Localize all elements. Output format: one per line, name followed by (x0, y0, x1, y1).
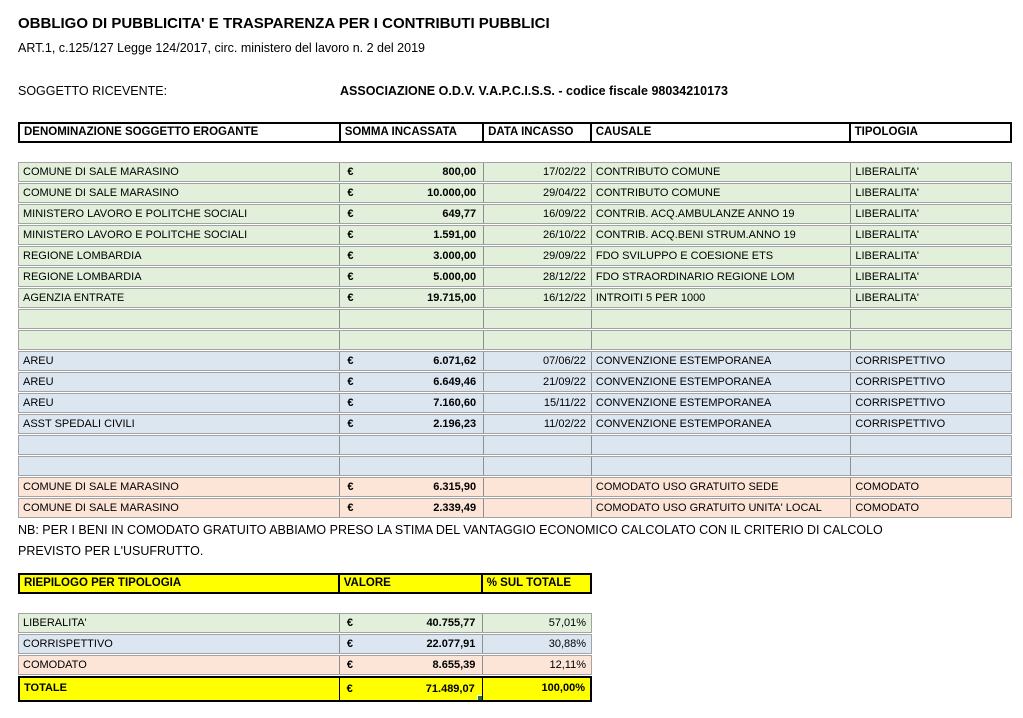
euro-symbol: € (347, 229, 354, 241)
euro-symbol: € (347, 166, 354, 178)
cell-erogante[interactable]: AREU (19, 352, 340, 370)
table-row (18, 246, 1012, 266)
cell-somma[interactable] (340, 268, 484, 286)
cell-tipologia[interactable]: CORRISPETTIVO (855, 355, 946, 367)
cell-empty[interactable] (340, 331, 484, 349)
cell-data-incasso[interactable] (484, 478, 592, 496)
cell-somma[interactable] (340, 226, 484, 244)
cell-erogante[interactable]: AREU (19, 373, 340, 391)
cell-erogante[interactable]: COMUNE DI SALE MARASINO (19, 184, 340, 202)
cell-tipologia[interactable]: LIBERALITA' (19, 614, 340, 632)
euro-symbol: € (347, 376, 354, 388)
amount: 649,77 (442, 208, 477, 220)
cell-empty[interactable] (19, 457, 340, 475)
table-row (18, 162, 1012, 182)
amount: 6.649,46 (433, 376, 477, 388)
table-row (18, 204, 1012, 224)
table-row (18, 414, 1012, 434)
cell-causale[interactable]: CONTRIBUTO COMUNE (592, 184, 851, 202)
cell-tipologia[interactable]: LIBERALITA' (855, 187, 919, 199)
amount: 1.591,00 (433, 229, 477, 241)
cell-tipologia[interactable]: COMODATO (19, 656, 340, 674)
footnote-line-2: PREVISTO PER L'USUFRUTTO. (18, 544, 204, 558)
cell-tipologia[interactable]: LIBERALITA' (855, 292, 919, 304)
main-table-header (18, 122, 1012, 143)
amount: 6.315,90 (433, 481, 477, 493)
cell-empty[interactable] (484, 436, 592, 454)
amount: 6.071,62 (433, 355, 477, 367)
col-header-valore[interactable]: VALORE (340, 575, 483, 592)
empty-row (18, 435, 1012, 455)
cell-data-incasso[interactable]: 21/09/22 (484, 373, 592, 391)
cell-empty[interactable] (592, 310, 851, 328)
cell-tipologia[interactable]: CORRISPETTIVO (855, 397, 946, 409)
amount: 2.339,49 (433, 502, 477, 514)
amount: 10.000,00 (427, 187, 477, 199)
cell-somma[interactable] (340, 352, 484, 370)
recipient-value: ASSOCIAZIONE O.D.V. V.A.P.C.I.S.S. - codice fiscale 98034210173 (340, 84, 728, 98)
cell-valore[interactable] (340, 614, 484, 632)
cell-somma[interactable] (340, 499, 484, 517)
cell-data-incasso[interactable]: 29/09/22 (484, 247, 592, 265)
cell-empty[interactable] (484, 457, 592, 475)
cell-empty[interactable] (340, 457, 484, 475)
euro-symbol: € (347, 502, 354, 514)
cell-empty[interactable] (484, 331, 592, 349)
summary-table-body (18, 613, 1012, 702)
euro-symbol: € (347, 397, 354, 409)
cell-causale[interactable]: FDO SVILUPPO E COESIONE ETS (592, 247, 851, 265)
cell-data-incasso[interactable]: 26/10/22 (484, 226, 592, 244)
cell-totale-label[interactable]: TOTALE (20, 678, 340, 700)
col-header-denominazione[interactable]: DENOMINAZIONE SOGGETTO EROGANTE (20, 124, 341, 141)
amount: 5.000,00 (433, 271, 477, 283)
summary-row (18, 613, 592, 633)
col-header-tipologia[interactable]: TIPOLOGIA (854, 126, 918, 138)
col-header-riepilogo[interactable]: RIEPILOGO PER TIPOLOGIA (20, 575, 340, 592)
amount: 8.655,39 (432, 659, 476, 671)
cell-empty[interactable] (340, 436, 484, 454)
cell-causale[interactable]: FDO STRAORDINARIO REGIONE LOM (592, 268, 851, 286)
cell-data-incasso[interactable]: 28/12/22 (484, 268, 592, 286)
cell-somma[interactable] (340, 373, 484, 391)
cell-erogante[interactable]: MINISTERO LAVORO E POLITCHE SOCIALI (19, 205, 340, 223)
cell-causale[interactable]: INTROITI 5 PER 1000 (592, 289, 851, 307)
amount: 19.715,00 (427, 292, 477, 304)
summary-row (18, 634, 592, 654)
cell-totale-valore-selected[interactable] (340, 678, 483, 700)
euro-symbol: € (346, 682, 353, 695)
euro-symbol: € (347, 292, 354, 304)
cell-percentuale[interactable]: 57,01% (548, 617, 587, 629)
cell-empty[interactable] (340, 310, 484, 328)
summary-row (18, 655, 592, 675)
table-row (18, 351, 1012, 371)
cell-empty[interactable] (484, 310, 592, 328)
cell-causale[interactable]: CONVENZIONE ESTEMPORANEA (592, 394, 851, 412)
cell-tipologia[interactable]: CORRISPETTIVO (19, 635, 340, 653)
summary-total-row (18, 676, 592, 702)
cell-data-incasso[interactable] (484, 499, 592, 517)
amount: 3.000,00 (433, 250, 477, 262)
cell-data-incasso[interactable]: 11/02/22 (484, 415, 592, 433)
cell-somma[interactable] (340, 478, 484, 496)
table-row (18, 183, 1012, 203)
cell-causale[interactable]: CONTRIBUTO COMUNE (592, 163, 851, 181)
cell-erogante[interactable]: MINISTERO LAVORO E POLITCHE SOCIALI (19, 226, 340, 244)
cell-causale[interactable]: COMODATO USO GRATUITO UNITA' LOCAL (592, 499, 851, 517)
euro-symbol: € (347, 208, 354, 220)
cell-data-incasso[interactable]: 15/11/22 (484, 394, 592, 412)
cell-empty[interactable] (851, 436, 1011, 454)
cell-valore[interactable] (340, 656, 484, 674)
cell-data-incasso[interactable]: 16/12/22 (484, 289, 592, 307)
cell-tipologia[interactable]: CORRISPETTIVO (855, 418, 946, 430)
cell-somma[interactable] (340, 394, 484, 412)
cell-somma[interactable] (340, 205, 484, 223)
cell-valore[interactable] (340, 635, 484, 653)
cell-empty[interactable] (851, 331, 1011, 349)
cell-empty[interactable] (851, 457, 1011, 475)
empty-row (18, 456, 1012, 476)
table-row (18, 393, 1012, 413)
footnote-line-1: NB: PER I BENI IN COMODATO GRATUITO ABBIAMO PRESO LA STIMA DEL VANTAGGIO ECONOMICO CALCOLATO CON IL CRITERIO DI CALCOLO (18, 523, 883, 537)
recipient-label: SOGGETTO RICEVENTE: (18, 84, 168, 98)
cell-causale[interactable]: CONVENZIONE ESTEMPORANEA (592, 373, 851, 391)
selection-fill-handle-icon[interactable] (477, 695, 483, 700)
cell-empty[interactable] (19, 310, 340, 328)
cell-empty[interactable] (851, 310, 1011, 328)
cell-empty[interactable] (592, 331, 851, 349)
table-row (18, 372, 1012, 392)
cell-data-incasso[interactable]: 29/04/22 (484, 184, 592, 202)
amount: 22.077,91 (426, 638, 476, 650)
summary-table-header (18, 573, 592, 594)
cell-causale[interactable]: CONTRIB. ACQ.AMBULANZE ANNO 19 (592, 205, 851, 223)
cell-somma[interactable] (340, 415, 484, 433)
cell-tipologia[interactable]: COMODATO (855, 481, 920, 493)
cell-erogante[interactable]: COMUNE DI SALE MARASINO (19, 478, 340, 496)
cell-empty[interactable] (592, 457, 851, 475)
cell-tipologia[interactable]: LIBERALITA' (855, 229, 919, 241)
cell-tipologia[interactable]: LIBERALITA' (855, 271, 919, 283)
cell-empty[interactable] (19, 331, 340, 349)
empty-row (18, 330, 1012, 350)
euro-symbol: € (346, 617, 353, 629)
footnote (18, 520, 1012, 562)
table-row (18, 288, 1012, 308)
recipient-line (18, 84, 1012, 99)
cell-tipologia[interactable]: COMODATO (855, 502, 920, 514)
cell-percentuale[interactable]: 30,88% (548, 638, 587, 650)
cell-erogante[interactable]: ASST SPEDALI CIVILI (19, 415, 340, 433)
cell-erogante[interactable]: AGENZIA ENTRATE (19, 289, 340, 307)
cell-data-incasso[interactable]: 07/06/22 (484, 352, 592, 370)
cell-percentuale[interactable]: 12,11% (549, 659, 587, 671)
cell-tipologia[interactable]: LIBERALITA' (855, 166, 919, 178)
cell-tipologia[interactable]: LIBERALITA' (855, 250, 919, 262)
cell-somma[interactable] (340, 184, 484, 202)
page-title: OBBLIGO DI PUBBLICITA' E TRASPARENZA PER I CONTRIBUTI PUBBLICI (18, 15, 550, 32)
cell-causale[interactable]: COMODATO USO GRATUITO SEDE (592, 478, 851, 496)
cell-somma[interactable] (340, 289, 484, 307)
col-header-data-incasso[interactable]: DATA INCASSO (484, 124, 592, 141)
cell-tipologia[interactable]: CORRISPETTIVO (855, 376, 946, 388)
cell-causale[interactable]: CONVENZIONE ESTEMPORANEA (592, 415, 851, 433)
cell-erogante[interactable]: REGIONE LOMBARDIA (19, 268, 340, 286)
cell-somma[interactable] (340, 247, 484, 265)
amount: 40.755,77 (426, 617, 476, 629)
section-liberalita (18, 162, 1012, 350)
table-row (18, 267, 1012, 287)
section-corrispettivo (18, 351, 1012, 476)
cell-erogante[interactable]: COMUNE DI SALE MARASINO (19, 163, 340, 181)
euro-symbol: € (347, 481, 354, 493)
euro-symbol: € (347, 355, 354, 367)
cell-empty[interactable] (19, 436, 340, 454)
amount: 2.196,23 (433, 418, 477, 430)
cell-somma[interactable] (340, 163, 484, 181)
empty-row (18, 309, 1012, 329)
amount: 800,00 (442, 166, 477, 178)
euro-symbol: € (347, 187, 354, 199)
cell-erogante[interactable]: COMUNE DI SALE MARASINO (19, 499, 340, 517)
cell-data-incasso[interactable]: 17/02/22 (484, 163, 592, 181)
col-header-percentuale[interactable]: % SUL TOTALE (486, 577, 572, 589)
table-row (18, 225, 1012, 245)
cell-tipologia[interactable]: LIBERALITA' (855, 208, 919, 220)
cell-causale[interactable]: CONVENZIONE ESTEMPORANEA (592, 352, 851, 370)
euro-symbol: € (346, 659, 353, 671)
euro-symbol: € (347, 250, 354, 262)
table-row (18, 477, 1012, 497)
euro-symbol: € (346, 638, 353, 650)
cell-causale[interactable]: CONTRIB. ACQ.BENI STRUM.ANNO 19 (592, 226, 851, 244)
amount: 7.160,60 (433, 397, 477, 409)
amount: 71.489,07 (425, 682, 475, 695)
table-row (18, 498, 1012, 518)
euro-symbol: € (347, 271, 354, 283)
page-subtitle: ART.1, c.125/127 Legge 124/2017, circ. ministero del lavoro n. 2 del 2019 (18, 41, 425, 55)
col-header-somma[interactable]: SOMMA INCASSATA (341, 124, 484, 141)
cell-totale-percentuale[interactable]: 100,00% (541, 682, 585, 694)
cell-erogante[interactable]: AREU (19, 394, 340, 412)
cell-empty[interactable] (592, 436, 851, 454)
euro-symbol: € (347, 418, 354, 430)
col-header-causale[interactable]: CAUSALE (592, 124, 851, 141)
section-comodato (18, 477, 1012, 518)
cell-data-incasso[interactable]: 16/09/22 (484, 205, 592, 223)
cell-erogante[interactable]: REGIONE LOMBARDIA (19, 247, 340, 265)
